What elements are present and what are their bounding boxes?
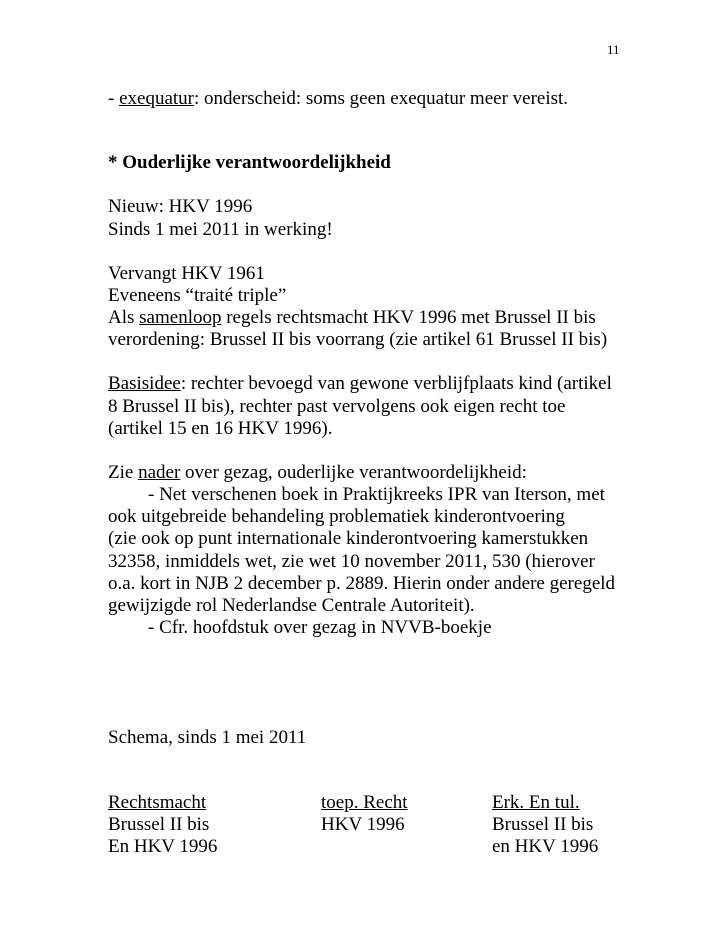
- basisidee-line-3: (artikel 15 en 16 HKV 1996).: [108, 418, 333, 439]
- schema-row1-col2: HKV 1996: [321, 814, 405, 835]
- nader-line-1: [108, 462, 527, 484]
- schema-header-rechtsmacht: [108, 792, 310, 814]
- schema-row2-col3: en HKV 1996: [492, 836, 599, 857]
- exequatur-term: exequatur: [119, 88, 194, 109]
- nader-line-3: ook uitgebreide behandeling problematiek kinderontvoering: [108, 506, 565, 527]
- basisidee-line-2: 8 Brussel II bis), rechter past vervolgens ook eigen recht toe: [108, 396, 566, 417]
- nader-line-5: 32358, inmiddels wet, zie wet 10 november 2011, 530 (hierover: [108, 551, 595, 572]
- section-heading: * Ouderlijke verantwoordelijkheid: [108, 152, 391, 173]
- schema-title: Schema, sinds 1 mei 2011: [108, 727, 307, 748]
- vervangt-line-2: Eveneens “traité triple”: [108, 285, 287, 306]
- basisidee-line-1-post: : rechter bevoegd van gewone verblijfplaats kind (artikel: [180, 373, 612, 394]
- vervangt-line-3-post: regels rechtsmacht HKV 1996 met Brussel II bis: [221, 307, 596, 328]
- schema-header-erkenning: [492, 792, 586, 814]
- schema-header-2-text: toep. Recht: [321, 792, 408, 813]
- nader-line-4: (zie ook op punt internationale kinderontvoering kamerstukken: [108, 528, 589, 549]
- exequatur-dash: -: [108, 88, 120, 109]
- page-number: 11: [607, 42, 620, 57]
- nieuw-line-2: Sinds 1 mei 2011 in werking!: [108, 219, 333, 240]
- nader-term: nader: [138, 462, 181, 483]
- schema-header-3-text: Erk. En tul.: [492, 792, 580, 813]
- vervangt-line-3: [108, 307, 596, 329]
- vervangt-line-1: Vervangt HKV 1961: [108, 263, 265, 284]
- nader-line-8: - Cfr. hoofdstuk over gezag in NVVB-boekje: [148, 617, 492, 638]
- nader-line-2: - Net verschenen boek in Praktijkreeks IPR van Iterson, met: [148, 484, 605, 505]
- vervangt-line-3-pre: Als: [108, 307, 140, 328]
- nieuw-line-1: Nieuw: HKV 1996: [108, 196, 253, 217]
- schema-row2-col1: En HKV 1996: [108, 836, 218, 857]
- schema-row1-col3: Brussel II bis: [492, 814, 594, 835]
- vervangt-line-4: verordening: Brussel II bis voorrang (zie artikel 61 Brussel II bis): [108, 329, 608, 350]
- nader-line-7: gewijzigde rol Nederlandse Centrale Autoriteit).: [108, 595, 475, 616]
- nader-line-1-post: over gezag, ouderlijke verantwoordelijkheid:: [180, 462, 527, 483]
- exequatur-line: [108, 88, 568, 110]
- schema-row1-col1: Brussel II bis: [108, 814, 210, 835]
- exequatur-text: : onderscheid: soms geen exequatur meer vereist.: [193, 88, 569, 109]
- schema-header-1-text: Rechtsmacht: [108, 792, 207, 813]
- nader-line-6: o.a. kort in NJB 2 december p. 2889. Hierin onder andere geregeld: [108, 573, 616, 594]
- nader-line-1-pre: Zie: [108, 462, 139, 483]
- basisidee-line-1: [108, 373, 612, 395]
- basisidee-term: Basisidee: [108, 373, 181, 394]
- samenloop-term: samenloop: [139, 307, 222, 328]
- schema-header-toep-recht: [321, 792, 485, 814]
